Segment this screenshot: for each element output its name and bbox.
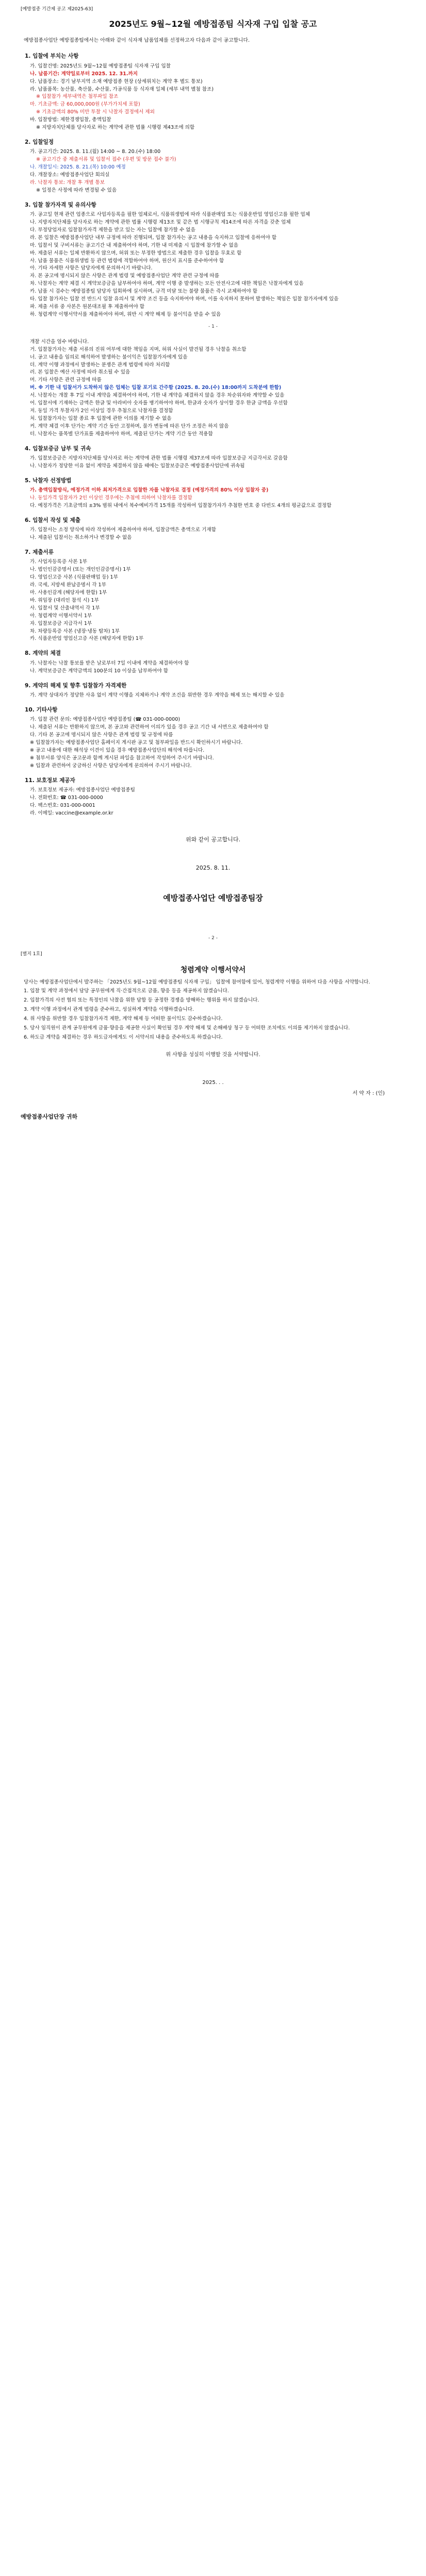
section-line: 아. 기타 자세한 사항은 담당자에게 문의하시기 바랍니다. — [30, 265, 153, 272]
section-line: 라. 납품품목: 농산물, 축산물, 수산물, 가공식품 등 식자재 일체 (세부 내역 별첨 참조) — [30, 86, 214, 92]
section-heading: 6. 입찰서 작성 및 제출 — [25, 517, 81, 523]
section-line: 가. 낙찰자는 낙찰 통보를 받은 날로부터 7일 이내에 계약을 체결하여야 함 — [30, 660, 189, 666]
section-line: 나. 지방자치단체를 당사자로 하는 계약에 관한 법률 시행령 제13조 및 같은 법 시행규칙 제14조에 따른 자격을 갖춘 업체 — [30, 219, 291, 226]
section-heading: 9. 계약의 해제 및 향후 입찰참가 자격제한 — [25, 682, 127, 689]
section-line: 라. 국세, 지방세 완납증명서 각 1부 — [30, 582, 106, 588]
form-date: 2025. . . — [202, 1080, 224, 1086]
section-line: ※ 입찰과 관련하여 궁금하신 사항은 담당자에게 문의하여 주시기 바랍니다. — [30, 762, 192, 769]
form-paragraph: 1. 입찰 및 계약 과정에서 담당 공무원에게 직·간접적으로 금품, 향응 등을 제공하지 않겠습니다. — [24, 988, 229, 994]
section-line: ※ 입찰참가자는 예방접종사업단 홈페이지 게시판 공고 및 첨부파일을 반드시 확인하시기 바랍니다. — [30, 739, 243, 745]
section-heading: 8. 계약의 체결 — [25, 650, 61, 657]
page-number-2: - 2 - — [208, 936, 218, 941]
section-line: ※ 일정은 사정에 따라 변경될 수 있음 — [36, 187, 117, 193]
section-line: 바. 입찰방법: 제한경쟁입찰, 총액입찰 — [30, 117, 111, 123]
section-line: 자. 입찰보증금 지급각서 1부 — [30, 620, 92, 626]
section-heading: 2. 입찰일정 — [25, 139, 54, 145]
section-line: 자. 본 공고에 명시되지 않은 사항은 관계 법령 및 예방접종사업단 계약 관련 규정에 따름 — [30, 273, 220, 279]
form-body — [21, 979, 405, 1041]
announcement-number: [예방접종 기간제 공고 제2025-63] — [21, 7, 93, 12]
section-line: 타. 입찰 참가자는 입찰 전 반드시 입찰 유의서 및 계약 조건 등을 숙지하여야 하며, 이를 숙지하지 못하여 발생하는 책임은 입찰 참가자에게 있음 — [30, 296, 339, 302]
section-line: 다. 개찰장소: 예방접종사업단 회의실 — [30, 172, 110, 178]
section-line: ※ 공고기간 중 제출서류 및 입찰서 접수 (우편 및 방문 접수 불가) — [36, 157, 176, 163]
form-paragraph: 5. 당사 임직원이 관계 공무원에게 금품·향응을 제공한 사실이 확인될 경우 계약 해제 및 손해배상 청구 등 어떠한 조치에도 이의를 제기하지 않겠습니다. — [24, 1025, 350, 1031]
section-line: 나. 전화번호: ☎ 031-000-0000 — [30, 794, 103, 801]
sections-page-1 — [21, 53, 405, 318]
section-line: 거. 입찰참가자는 제출 서류의 진위 여부에 대한 책임을 지며, 허위 사실이 발견될 경우 낙찰을 취소함 — [30, 346, 247, 352]
section-line: 다. 부정당업자로 입찰참가자격 제한을 받고 있는 자는 입찰에 참가할 수 없음 — [30, 227, 195, 233]
section-heading: 10. 기타사항 — [25, 706, 58, 713]
document-page — [10, 0, 416, 1126]
section-line: 다. 예정가격은 기초금액의 ±3% 범위 내에서 복수예비가격 15개를 작성하여 입찰참가자가 추첨한 번호 중 다빈도 4개의 평균값으로 결정함 — [30, 502, 332, 509]
form-paragraph: 2. 입찰가격의 사전 협의 또는 특정인의 낙찰을 위한 담합 등 공정한 경쟁을 방해하는 행위를 하지 않겠습니다. — [24, 997, 259, 1004]
section-heading: 1. 입찰에 부치는 사항 — [25, 53, 79, 60]
section-line: 아. 청렴계약 이행서약서 1부 — [30, 613, 92, 619]
form-paragraph: 6. 하도급 계약을 체결하는 경우 하도급자에게도 이 서약서의 내용을 준수하도록 하겠습니다. — [24, 1034, 223, 1040]
section-line: 저. 동일 가격 투찰자가 2인 이상일 경우 추첨으로 낙찰자를 결정함 — [30, 408, 173, 414]
section-line: 터. 낙찰자는 품목별 단가표를 제출하여야 하며, 제출된 단가는 계약 기간 동안 적용함 — [30, 431, 213, 437]
section-line: 마. 기초금액: 금 60,000,000원 (부가가치세 포함) — [30, 101, 140, 108]
section-line: 다. 기타 본 공고에 명시되지 않은 사항은 관계 법령 및 규정에 따름 — [30, 732, 173, 738]
section-line: 나. 제출된 입찰서는 취소하거나 변경할 수 없음 — [30, 535, 132, 541]
sections-page-2 — [21, 338, 405, 817]
section-line: 라. 낙찰자 통보: 개찰 후 개별 통보 — [30, 179, 105, 185]
section-line: 나. 납품기간: 계약일로부터 2025. 12. 31.까지 — [30, 71, 138, 77]
section-line: 바. 위임장 (대리인 참석 시) 1부 — [30, 597, 99, 603]
section-line: 너. 공고 내용을 임의로 해석하여 발생하는 불이익은 입찰참가자에게 있음 — [30, 354, 188, 360]
section-line: 커. 계약 체결 이후 단가는 계약 기간 동안 고정하며, 물가 변동에 따른 단가 조정은 하지 않음 — [30, 423, 229, 429]
section-line: 나. 동일가격 입찰자가 2인 이상인 경우에는 추첨에 의하여 낙찰자를 결정함 — [30, 495, 192, 501]
form-closing: 위 사항을 성실히 이행할 것을 서약합니다. — [166, 1052, 260, 1058]
section-line: ※ 기초금액의 80% 미만 투찰 시 낙찰자 결정에서 제외 — [36, 109, 155, 115]
section-line: 다. 팩스번호: 031-000-0001 — [30, 802, 95, 808]
section-line: 버. ※ 기한 내 입찰서가 도착하지 않은 업체는 입찰 포기로 간주함 (2025. 8. 20.(수) 18:00까지 도착분에 한함) — [30, 385, 282, 391]
section-line: 가. 입찰건명: 2025년도 9월~12월 예방접종팀 식자재 구입 입찰 — [30, 63, 171, 69]
section-heading: 3. 입찰 참가자격 및 유의사항 — [25, 201, 96, 208]
section-line: 마. 입찰서 및 구비서류는 공고기간 내 제출하여야 하며, 기한 내 미제출 시 입찰에 참가할 수 없음 — [30, 242, 239, 248]
section-line: 가. 입찰서는 소정 양식에 따라 작성하여 제출하여야 하며, 입찰금액은 총액으로 기재함 — [30, 527, 216, 533]
section-line: 하. 청렴계약 이행서약서를 제출하여야 하며, 위반 시 계약 해제 등 불이익을 받을 수 있음 — [30, 311, 221, 317]
section-line: 차. 낙찰자는 계약 체결 시 계약보증금을 납부하여야 하며, 계약 이행 중 발생하는 모든 안전사고에 대한 책임은 낙찰자에게 있음 — [30, 281, 304, 287]
section-line: 서. 낙찰자는 개찰 후 7일 이내 계약을 체결하여야 하며, 기한 내 계약을 체결하지 않을 경우 차순위자와 계약할 수 있음 — [30, 393, 285, 399]
section-line: 마. 사용인감계 (해당자에 한함) 1부 — [30, 590, 107, 596]
announcement-title: 2025년도 9월~12월 예방접종팀 식자재 구입 입찰 공고 — [109, 19, 317, 29]
section-line: 카. 납품 시 검수는 예방접종팀 담당자 입회하에 실시하며, 규격 미달 또는 불량 물품은 즉시 교체하여야 함 — [30, 289, 258, 295]
section-line: 어. 입찰서에 기재하는 금액은 한글 및 아라비아 숫자를 병기하여야 하며, 한글과 숫자가 상이할 경우 한글 금액을 우선함 — [30, 400, 288, 406]
section-line: 파. 제출 서류 중 사본은 원본대조필 후 제출하여야 함 — [30, 303, 145, 310]
section-heading: 11. 보호정보 제공자 — [25, 777, 75, 784]
section-line: 사. 납품 물품은 식품위생법 등 관련 법령에 적합하여야 하며, 원산지 표시를 준수하여야 함 — [30, 258, 224, 264]
section-line: 다. 영업신고증 사본 (식품판매업 등) 1부 — [30, 574, 118, 581]
section-line: 처. 입찰참가자는 입찰 종료 후 입찰에 관한 이의를 제기할 수 없음 — [30, 415, 172, 421]
section-line: 나. 낙찰자가 정당한 이유 없이 계약을 체결하지 않을 때에는 입찰보증금은 예방접종사업단에 귀속됨 — [30, 463, 245, 469]
section-line: 가. 총액입찰방식, 예정가격 이하 최저가격으로 입찰한 자를 낙찰자로 결정 (예정가격의 80% 이상 입찰자 중) — [30, 487, 269, 494]
section-line: 가. 계약 상대자가 정당한 사유 없이 계약 이행을 지체하거나 계약 조건을 위반한 경우 계약을 해제 또는 해지할 수 있음 — [30, 692, 285, 698]
section-line: 나. 법인인감증명서 (또는 개인인감증명서) 1부 — [30, 567, 131, 573]
section-line: 가. 공고기간: 2025. 8. 11.(월) 14:00 ~ 8. 20.(수) 18:00 — [30, 149, 161, 155]
section-heading: 5. 낙찰자 선정방법 — [25, 477, 72, 484]
section-line: 사. 입찰서 및 산출내역서 각 1부 — [30, 605, 100, 611]
section-line: 개찰 시간을 엄수 바랍니다. — [30, 338, 89, 345]
section-line: 나. 제출된 서류는 반환하지 않으며, 본 공고와 관련하여 이의가 있을 경우 공고 기간 내 서면으로 제출하여야 함 — [30, 724, 269, 731]
section-heading: 4. 입찰보증금 납부 및 귀속 — [25, 445, 91, 452]
section-line: ※ 첨부서류 양식은 공고문과 함께 게시된 파일을 참고하여 작성하여 주시기 바랍니다. — [30, 755, 214, 761]
form-title: 청렴계약 이행서약서 — [180, 966, 246, 975]
section-line: 더. 계약 이행 과정에서 발생하는 분쟁은 관계 법령에 따라 처리함 — [30, 362, 170, 368]
section-line: 카. 식품운반업 영업신고증 사본 (해당자에 한함) 1부 — [30, 636, 144, 642]
section-line: 가. 공고일 현재 관련 업종으로 사업자등록을 필한 업체로서, 식품위생법에 따라 식품판매업 또는 식품운반업 영업신고를 필한 업체 — [30, 212, 310, 218]
section-line: 라. 본 입찰은 예방접종사업단 내부 규정에 따라 진행되며, 입찰 참가자는 공고 내용을 숙지하고 입찰에 응하여야 함 — [30, 234, 277, 241]
closing-statement: 위와 같이 공고합니다. — [185, 836, 241, 843]
signature-line: 서 약 자 : (인) — [352, 1090, 385, 1096]
section-line: 가. 입찰보증금은 지방자치단체를 당사자로 하는 계약에 관한 법률 시행령 제37조에 따라 입찰보증금 지급각서로 갈음함 — [30, 455, 288, 461]
form-addressee: 예방접종사업단장 귀하 — [21, 1113, 78, 1121]
section-line: 머. 기타 사항은 관련 규정에 따름 — [30, 377, 102, 383]
issuing-organization: 예방접종사업단 예방접종팀장 — [163, 893, 263, 903]
announcement-intro: 예방접종사업단 예방접종팀에서는 아래와 같이 식자재 납품업체를 선정하고자 다음과 같이 공고합니다. — [24, 38, 250, 44]
section-line: 차. 차량등록증 사본 (냉장·냉동 탑차) 1부 — [30, 628, 120, 634]
section-line: 라. 이메일: vaccine@example.or.kr — [30, 810, 113, 816]
form-paragraph: 4. 위 사항을 위반할 경우 입찰참가자격 제한, 계약 해제 등 어떠한 불이익도 감수하겠습니다. — [24, 1016, 223, 1022]
section-line: 바. 제출된 서류는 일체 반환하지 않으며, 허위 또는 부정한 방법으로 제출한 경우 입찰을 무효로 함 — [30, 250, 242, 256]
form-paragraph: 당사는 예방접종사업단에서 발주하는 「2025년도 9월~12월 예방접종팀 식자재 구입」 입찰에 참여함에 있어, 청렴계약 이행을 위하여 다음 사항을 서약합니다. — [24, 979, 370, 985]
section-line: 가. 보호정보 제공자: 예방접종사업단 예방접종팀 — [30, 787, 135, 793]
section-line: 가. 사업자등록증 사본 1부 — [30, 559, 87, 565]
announcement-date: 2025. 8. 11. — [195, 865, 231, 872]
section-line: 가. 입찰 관련 문의: 예방접종사업단 예방접종팀 (☎ 031-000-0000) — [30, 717, 181, 723]
section-line: 러. 본 입찰은 예산 사정에 따라 취소될 수 있음 — [30, 369, 130, 376]
section-line: 다. 납품장소: 경기 남부지역 소재 예방접종 현장 (상세위치는 계약 후 별도 통보) — [30, 78, 203, 84]
section-line: 나. 계약보증금은 계약금액의 100분의 10 이상을 납부하여야 함 — [30, 668, 169, 674]
form-label: [별지 1호] — [21, 952, 42, 957]
section-heading: 7. 제출서류 — [25, 549, 54, 556]
section-line: ※ 지방자치단체를 당사자로 하는 계약에 관한 법률 시행령 제43조에 의함 — [36, 125, 195, 131]
section-line: 나. 개찰일시: 2025. 8. 21.(목) 10:00 예정 — [30, 164, 126, 171]
section-line: ※ 입찰참가 세부내역은 첨부파일 참조 — [36, 94, 119, 100]
page-number: - 1 - — [208, 324, 218, 329]
section-line: ※ 공고 내용에 대한 해석상 이견이 있을 경우 예방접종사업단의 해석에 따릅니다. — [30, 747, 205, 753]
form-paragraph: 3. 계약 이행 과정에서 관계 법령을 준수하고, 성실하게 계약을 이행하겠습니다. — [24, 1007, 194, 1013]
